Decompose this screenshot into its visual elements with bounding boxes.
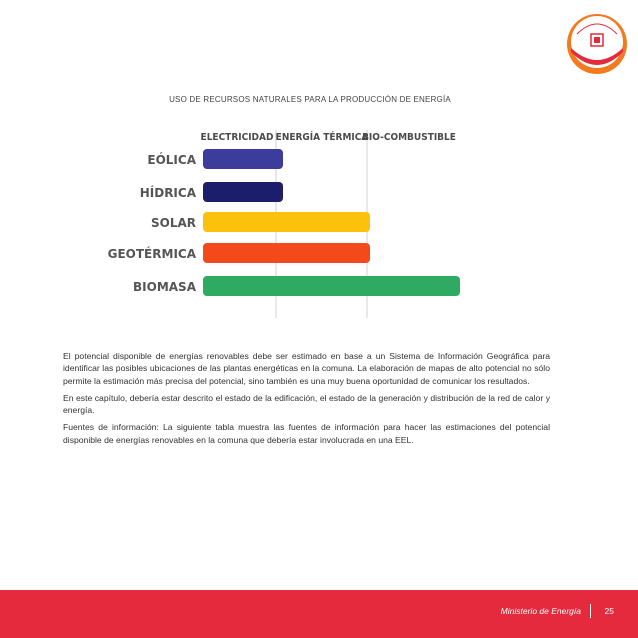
column-header: BIO-COMBUSTIBLE [362,132,456,143]
footer-ministry: Ministerio de Energía [500,606,581,616]
bar [203,276,460,296]
bar [203,182,283,202]
body-text [63,350,550,451]
footer-divider [590,604,591,618]
category-label: GEOTÉRMICA [107,247,196,261]
chart-title: USO DE RECURSOS NATURALES PARA LA PRODUCCIÓN DE ENERGÍA [169,95,451,104]
page-number: 25 [604,606,614,616]
bar [203,243,370,263]
category-label: HÍDRICA [139,186,196,200]
paragraph: Fuentes de información: La siguiente tabla muestra las fuentes de información para hacer las estimaciones del potencial disponible de energías renovables en la comuna que debería estar involucrada en una EEL. [63,422,550,445]
column-header: ENERGÍA TÉRMICA [275,132,369,143]
category-label: SOLAR [150,216,196,230]
page-footer [0,590,638,638]
category-label: BIOMASA [133,280,196,294]
paragraph: En este capítulo, debería estar descrito el estado de la edificación, el estado de la generación y distribución de la red de calor y energía. [63,392,550,416]
column-header: ELECTRICIDAD [200,132,274,143]
bar [203,212,370,232]
category-label: EÓLICA [147,153,196,167]
paragraph: El potencial disponible de energías renovables debe ser estimado en base a un Sistema de Información Geográfica para identificar las posibles ubicaciones de las plantas energéticas en la comuna. La elaboración de mapas de alto potencial no sólo permite la estimación más precisa del potencial, sino también es una muy buena oportunidad de comunicar los resultados. [63,351,550,386]
bar [203,149,283,169]
